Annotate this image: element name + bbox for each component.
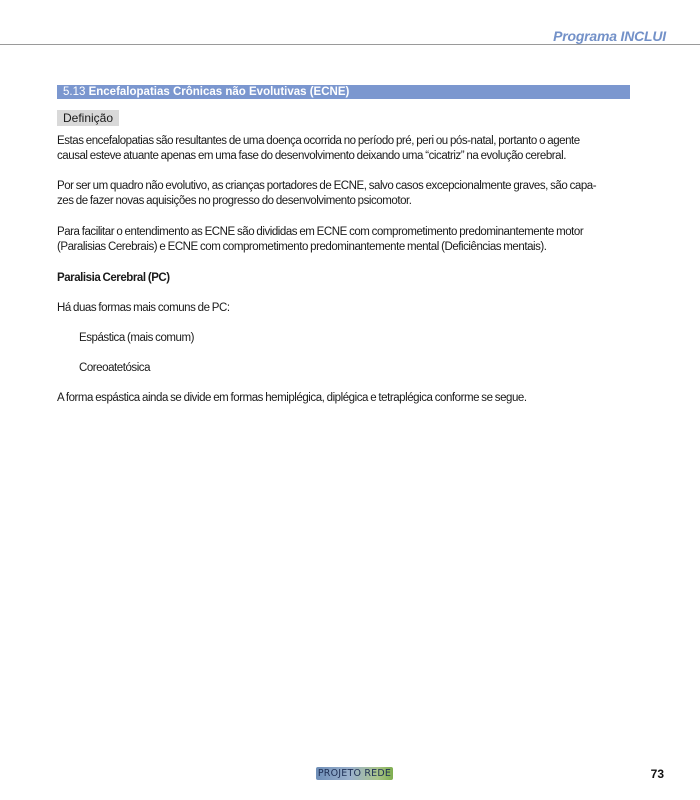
page-number: 73	[650, 767, 664, 781]
paragraph-line: (Paralisias Cerebrais) e ECNE com comprometimento predominantemente mental (Deficiências mentais).	[57, 241, 547, 253]
section-title: Encefalopatias Crônicas não Evolutivas (ECNE)	[88, 86, 350, 98]
subheading-definicao: Definição	[57, 110, 119, 126]
paragraph-non-evolutive	[57, 179, 637, 209]
running-header-title: Programa INCLUI	[553, 28, 666, 44]
paragraph-line: Para facilitar o entendimento as ECNE são divididas em ECNE com comprometimento predominantemente motor	[57, 226, 584, 238]
projeto-rede-logo: PROJETO REDE	[317, 768, 392, 779]
pc-closing: A forma espástica ainda se divide em formas hemiplégica, diplégica e tetraplégica conforme se segue.	[57, 392, 527, 404]
paragraph-line: Por ser um quadro não evolutivo, as crianças portadores de ECNE, salvo casos excepcionalmente graves, são capa-	[57, 180, 597, 192]
pc-intro: Há duas formas mais comuns de PC:	[57, 302, 230, 314]
paragraph-line: Estas encefalopatias são resultantes de uma doença ocorrida no período pré, peri ou pós-natal, portanto o agente	[57, 135, 580, 147]
paragraph-definition	[57, 134, 637, 164]
section-heading-bar	[57, 85, 630, 99]
section-number: 5.13	[63, 86, 86, 98]
header-divider	[0, 44, 700, 45]
pc-form-item: Coreoatetósica	[79, 362, 151, 374]
pc-heading: Paralisia Cerebral (PC)	[57, 272, 170, 284]
paragraph-classification	[57, 225, 637, 255]
paragraph-line: zes de fazer novas aquisições no progresso do desenvolvimento psicomotor.	[57, 195, 412, 207]
paragraph-line: causal esteve atuante apenas em uma fase do desenvolvimento deixando uma “cicatriz” na evolução cerebral.	[57, 150, 566, 162]
pc-form-item: Espástica (mais comum)	[79, 332, 194, 344]
